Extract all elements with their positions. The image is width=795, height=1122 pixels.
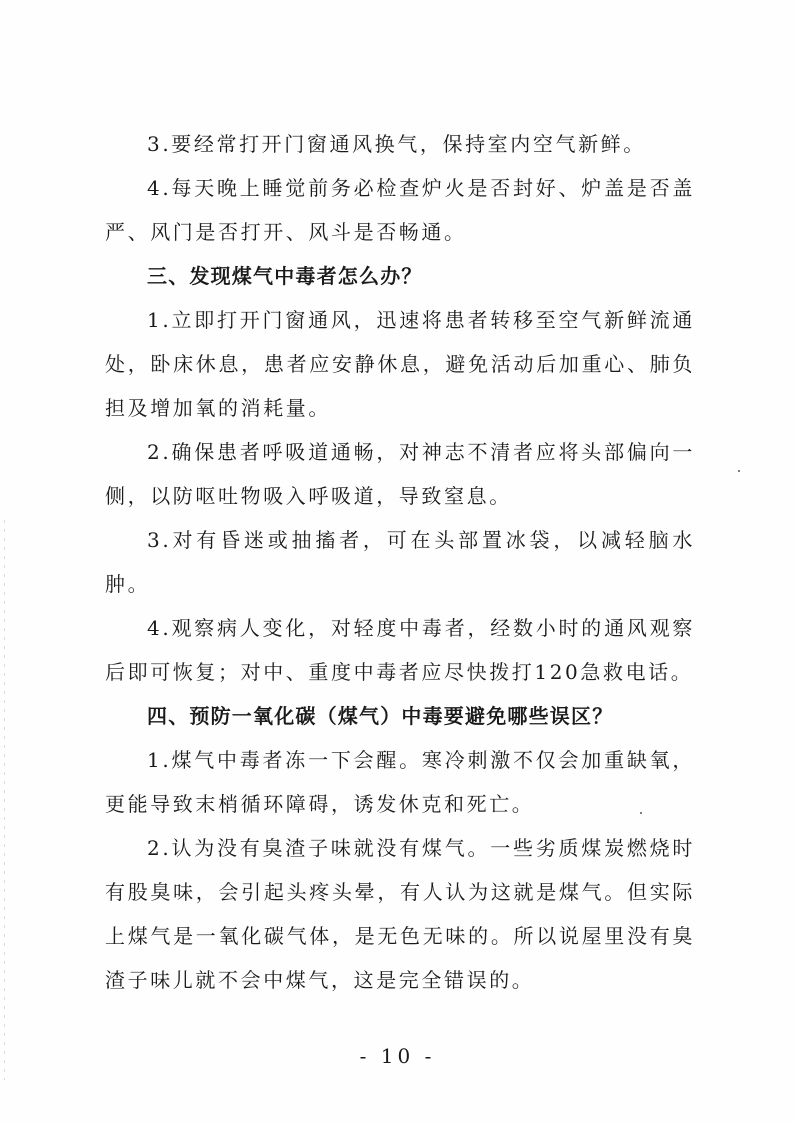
document-body bbox=[105, 122, 695, 1002]
paragraph-first-aid-2: 2.确保患者呼吸道通畅，对神志不清者应将头部偏向一侧，以防呕吐物吸入呼吸道，导致窒息。 bbox=[105, 440, 695, 508]
section-heading-4: 四、预防一氧化碳（煤气）中毒要避免哪些误区？ bbox=[147, 704, 614, 728]
section-heading-3: 三、发现煤气中毒者怎么办？ bbox=[147, 264, 423, 288]
paragraph-item-4-check-stove: 4.每天晚上睡觉前务必检查炉火是否封好、炉盖是否盖严、风门是否打开、风斗是否畅通。 bbox=[105, 176, 695, 244]
paragraph-item-3-ventilate: 3.要经常打开门窗通风换气，保持室内空气新鲜。 bbox=[147, 132, 646, 156]
paragraph-misconception-1: 1.煤气中毒者冻一下会醒。寒冷刺激不仅会加重缺氧，更能导致末梢循环障碍，诱发休克和死亡。 bbox=[105, 748, 695, 816]
paragraph-first-aid-1: 1.立即打开门窗通风，迅速将患者转移至空气新鲜流通处，卧床休息，患者应安静休息，避免活动后加重心、肺负担及增加氧的消耗量。 bbox=[105, 308, 695, 420]
scan-speck bbox=[738, 470, 740, 472]
paragraph-first-aid-4: 4.观察病人变化，对轻度中毒者，经数小时的通风观察后即可恢复；对中、重度中毒者应尽快拨打120急救电话。 bbox=[105, 616, 695, 684]
paragraph-first-aid-3: 3.对有昏迷或抽搐者，可在头部置冰袋，以减轻脑水肿。 bbox=[105, 528, 695, 596]
paragraph-misconception-2: 2.认为没有臭渣子味就没有煤气。一些劣质煤炭燃烧时有股臭味，会引起头疼头晕，有人认为这就是煤气。但实际上煤气是一氧化碳气体，是无色无味的。所以说屋里没有臭渣子味儿就不会中煤气，这是完全错误的。 bbox=[105, 836, 695, 992]
scan-edge-mark bbox=[4, 520, 5, 1080]
page-number: - 10 - bbox=[359, 1044, 436, 1068]
